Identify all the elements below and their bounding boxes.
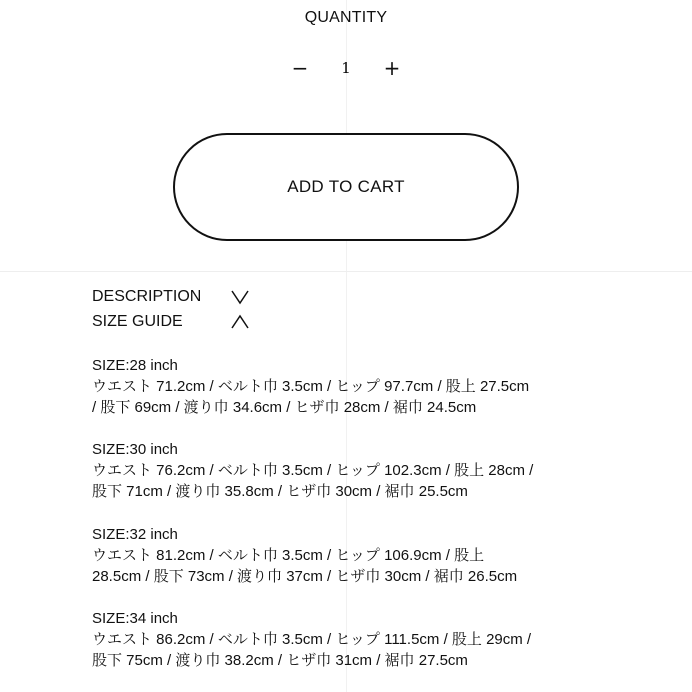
size-measurements-line: 股下 71cm / 渡り巾 35.8cm / ヒザ巾 30cm / 裾巾 25.5cm <box>92 483 468 500</box>
size-guide-entry <box>92 439 612 502</box>
chevron-up-icon <box>231 314 249 330</box>
size-title: SIZE:30 inch <box>92 441 178 458</box>
chevron-down-icon <box>231 289 249 305</box>
size-guide-label: SIZE GUIDE <box>92 313 183 330</box>
description-label: DESCRIPTION <box>92 288 202 305</box>
size-title: SIZE:32 inch <box>92 526 178 543</box>
size-measurements-line: ウエスト 81.2cm / ベルト巾 3.5cm / ヒップ 106.9cm / 股上 <box>92 547 485 564</box>
size-measurements-line: ウエスト 76.2cm / ベルト巾 3.5cm / ヒップ 102.3cm / 股上 28cm / <box>92 462 534 479</box>
quantity-stepper <box>280 54 412 82</box>
size-title: SIZE:28 inch <box>92 357 178 374</box>
increase-quantity-button[interactable]: + <box>380 54 404 82</box>
size-guide-toggle[interactable] <box>92 311 262 333</box>
size-measurements-line: / 股下 69cm / 渡り巾 34.6cm / ヒザ巾 28cm / 裾巾 24.5cm <box>92 399 477 416</box>
vertical-divider <box>346 0 347 692</box>
size-guide-entry <box>92 524 612 587</box>
size-measurements-line: 股下 75cm / 渡り巾 38.2cm / ヒザ巾 31cm / 裾巾 27.5cm <box>92 652 468 669</box>
size-guide-entry <box>92 355 612 418</box>
size-measurements-line: ウエスト 71.2cm / ベルト巾 3.5cm / ヒップ 97.7cm / 股上 27.5cm <box>92 378 530 395</box>
horizontal-divider <box>0 271 692 272</box>
decrease-quantity-button[interactable]: − <box>288 54 312 82</box>
add-to-cart-button[interactable]: ADD TO CART <box>173 133 519 241</box>
description-toggle[interactable] <box>92 286 262 308</box>
quantity-input[interactable] <box>332 54 360 82</box>
size-guide-entry <box>92 608 612 671</box>
quantity-label: QUANTITY <box>304 9 388 26</box>
size-measurements-line: ウエスト 86.2cm / ベルト巾 3.5cm / ヒップ 111.5cm / 股上 29cm / <box>92 631 532 648</box>
size-measurements-line: 28.5cm / 股下 73cm / 渡り巾 37cm / ヒザ巾 30cm / 裾巾 26.5cm <box>92 568 518 585</box>
size-title: SIZE:34 inch <box>92 610 178 627</box>
